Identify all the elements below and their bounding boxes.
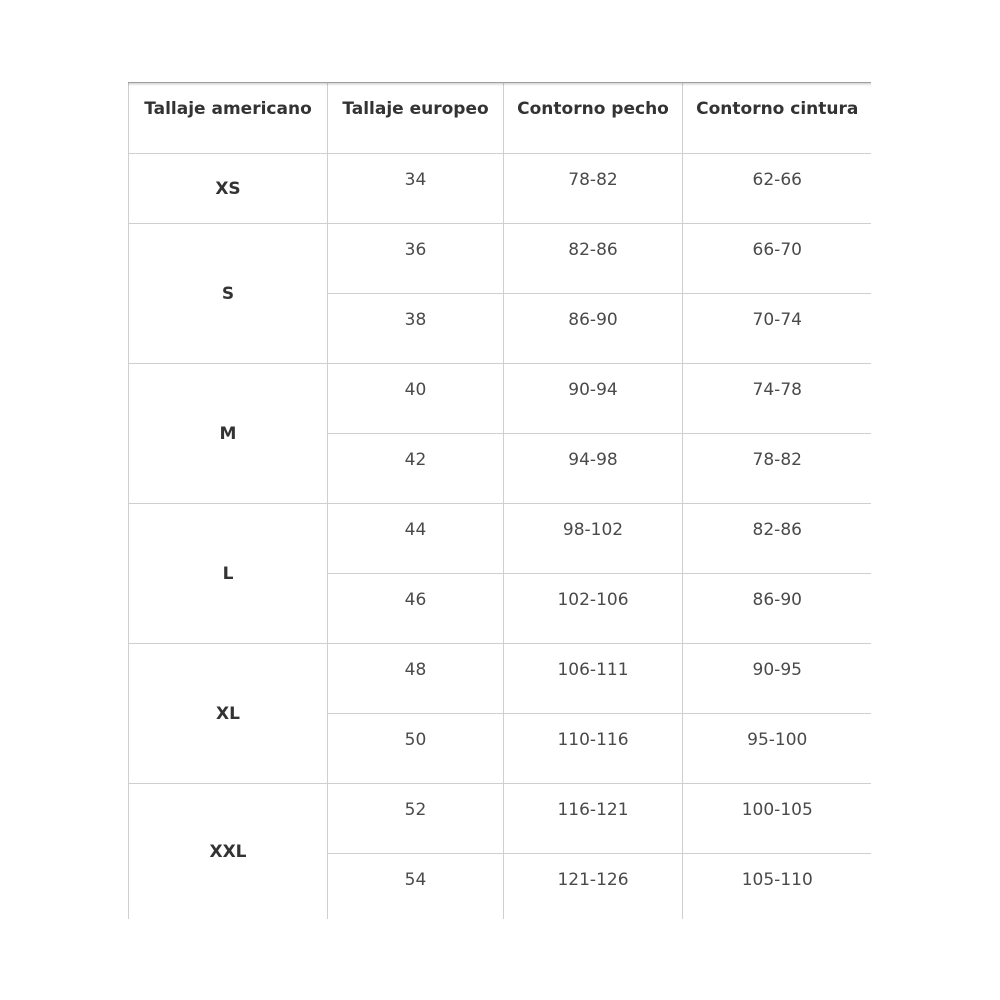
- chest-cell: 78-82: [504, 154, 683, 224]
- chest-cell: 116-121: [504, 784, 683, 854]
- eu-size-cell: 48: [328, 644, 504, 714]
- us-size-cell: M: [129, 364, 328, 504]
- waist-cell: 70-74: [683, 294, 872, 364]
- eu-size-cell: 46: [328, 574, 504, 644]
- header-row: [129, 83, 872, 154]
- waist-cell: 95-100: [683, 714, 872, 784]
- eu-size-cell: 44: [328, 504, 504, 574]
- chest-cell: 98-102: [504, 504, 683, 574]
- waist-cell: 78-82: [683, 434, 872, 504]
- chest-cell: 106-111: [504, 644, 683, 714]
- us-size-cell: XL: [129, 644, 328, 784]
- chest-cell: 102-106: [504, 574, 683, 644]
- eu-size-cell: 38: [328, 294, 504, 364]
- eu-size-cell: 36: [328, 224, 504, 294]
- us-size-cell: S: [129, 224, 328, 364]
- chest-cell: 86-90: [504, 294, 683, 364]
- us-size-cell: L: [129, 504, 328, 644]
- waist-cell: 105-110: [683, 854, 872, 920]
- chest-cell: 110-116: [504, 714, 683, 784]
- table-row: [129, 504, 872, 574]
- chest-cell: 121-126: [504, 854, 683, 920]
- table-row: [129, 364, 872, 434]
- size-chart-table: [128, 82, 871, 919]
- eu-size-cell: 40: [328, 364, 504, 434]
- chest-cell: 90-94: [504, 364, 683, 434]
- waist-cell: 66-70: [683, 224, 872, 294]
- header-eu-size: Tallaje europeo: [328, 83, 504, 154]
- chest-cell: 82-86: [504, 224, 683, 294]
- us-size-cell: XS: [129, 154, 328, 224]
- waist-cell: 90-95: [683, 644, 872, 714]
- chest-cell: 94-98: [504, 434, 683, 504]
- header-waist: Contorno cintura: [683, 83, 872, 154]
- eu-size-cell: 34: [328, 154, 504, 224]
- table-row: [129, 154, 872, 224]
- header-us-size: Tallaje americano: [129, 83, 328, 154]
- waist-cell: 62-66: [683, 154, 872, 224]
- waist-cell: 74-78: [683, 364, 872, 434]
- table-row: [129, 784, 872, 854]
- waist-cell: 82-86: [683, 504, 872, 574]
- eu-size-cell: 52: [328, 784, 504, 854]
- eu-size-cell: 50: [328, 714, 504, 784]
- header-chest: Contorno pecho: [504, 83, 683, 154]
- waist-cell: 100-105: [683, 784, 872, 854]
- us-size-cell: XXL: [129, 784, 328, 920]
- waist-cell: 86-90: [683, 574, 872, 644]
- eu-size-cell: 42: [328, 434, 504, 504]
- table-row: [129, 644, 872, 714]
- size-chart-container: [128, 82, 871, 919]
- eu-size-cell: 54: [328, 854, 504, 920]
- table-row: [129, 224, 872, 294]
